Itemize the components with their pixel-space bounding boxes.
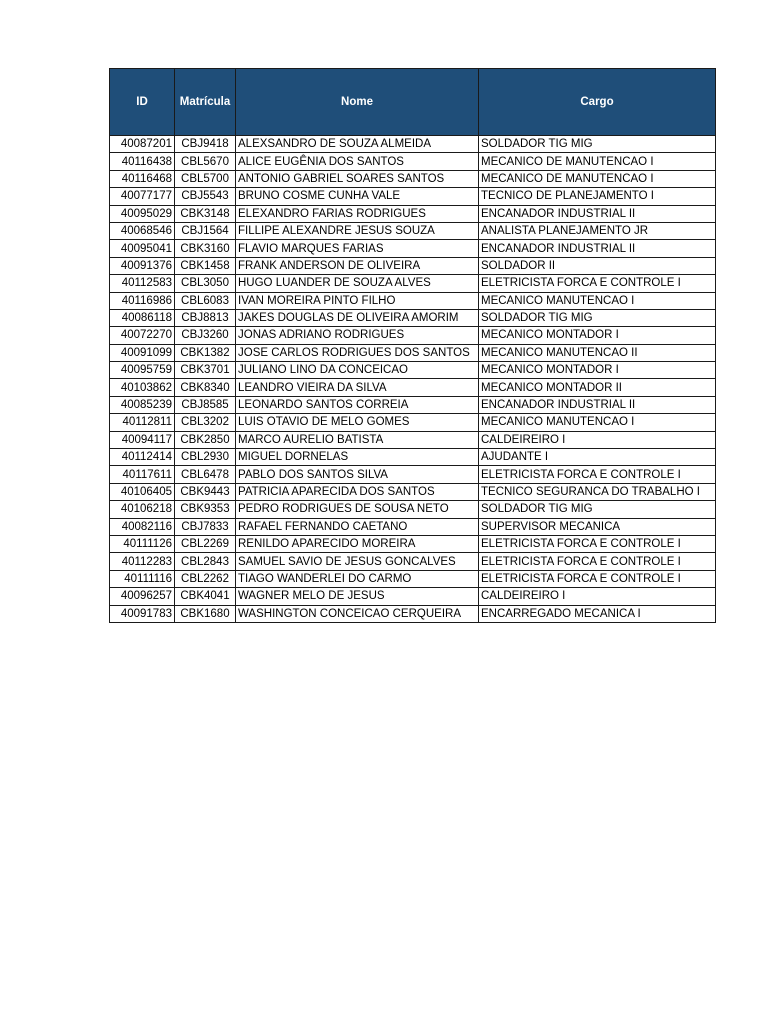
cell-id: 40095041	[110, 240, 175, 257]
cell-nome: PABLO DOS SANTOS SILVA	[236, 466, 479, 483]
cell-matricula: CBK9353	[175, 501, 236, 518]
cell-cargo: TECNICO DE PLANEJAMENTO I	[479, 188, 716, 205]
cell-nome: WASHINGTON CONCEICAO CERQUEIRA	[236, 605, 479, 622]
table-row	[110, 136, 716, 153]
table-row	[110, 518, 716, 535]
cell-cargo: SOLDADOR TIG MIG	[479, 501, 716, 518]
cell-nome: JOSE CARLOS RODRIGUES DOS SANTOS	[236, 344, 479, 361]
cell-id: 40096257	[110, 588, 175, 605]
cell-id: 40095029	[110, 205, 175, 222]
cell-cargo: CALDEIREIRO I	[479, 431, 716, 448]
cell-matricula: CBL6083	[175, 292, 236, 309]
cell-matricula: CBL2930	[175, 449, 236, 466]
table-row	[110, 553, 716, 570]
cell-cargo: CALDEIREIRO I	[479, 588, 716, 605]
header-cargo: Cargo	[479, 69, 716, 136]
cell-nome: PEDRO RODRIGUES DE SOUSA NETO	[236, 501, 479, 518]
cell-id: 40111116	[110, 570, 175, 587]
cell-id: 40091099	[110, 344, 175, 361]
cell-cargo: ENCANADOR INDUSTRIAL II	[479, 205, 716, 222]
cell-id: 40072270	[110, 327, 175, 344]
table-row	[110, 309, 716, 326]
cell-cargo: SOLDADOR TIG MIG	[479, 309, 716, 326]
cell-id: 40116468	[110, 170, 175, 187]
cell-nome: FRANK ANDERSON DE OLIVEIRA	[236, 257, 479, 274]
cell-matricula: CBK4041	[175, 588, 236, 605]
cell-nome: BRUNO COSME CUNHA VALE	[236, 188, 479, 205]
cell-nome: TIAGO WANDERLEI DO CARMO	[236, 570, 479, 587]
cell-matricula: CBJ9418	[175, 136, 236, 153]
cell-cargo: AJUDANTE I	[479, 449, 716, 466]
cell-cargo: MECANICO MANUTENCAO I	[479, 414, 716, 431]
cell-nome: MARCO AURELIO BATISTA	[236, 431, 479, 448]
cell-id: 40086118	[110, 309, 175, 326]
cell-matricula: CBL3202	[175, 414, 236, 431]
cell-cargo: MECANICO DE MANUTENCAO I	[479, 153, 716, 170]
cell-matricula: CBL3050	[175, 275, 236, 292]
cell-nome: LEONARDO SANTOS CORREIA	[236, 396, 479, 413]
cell-matricula: CBJ1564	[175, 222, 236, 239]
cell-nome: WAGNER MELO DE JESUS	[236, 588, 479, 605]
cell-cargo: MECANICO MONTADOR I	[479, 362, 716, 379]
cell-nome: ELEXANDRO FARIAS RODRIGUES	[236, 205, 479, 222]
table-body	[110, 136, 716, 623]
cell-nome: LUIS OTAVIO DE MELO GOMES	[236, 414, 479, 431]
cell-id: 40106405	[110, 483, 175, 500]
cell-cargo: MECANICO MONTADOR I	[479, 327, 716, 344]
table-row	[110, 570, 716, 587]
cell-matricula: CBK1680	[175, 605, 236, 622]
cell-cargo: MECANICO DE MANUTENCAO I	[479, 170, 716, 187]
table-row	[110, 379, 716, 396]
table-row	[110, 362, 716, 379]
cell-cargo: SOLDADOR TIG MIG	[479, 136, 716, 153]
cell-cargo: SOLDADOR II	[479, 257, 716, 274]
cell-nome: ANTONIO GABRIEL SOARES SANTOS	[236, 170, 479, 187]
table-row	[110, 396, 716, 413]
cell-id: 40116986	[110, 292, 175, 309]
cell-matricula: CBL2843	[175, 553, 236, 570]
table-row	[110, 449, 716, 466]
cell-id: 40077177	[110, 188, 175, 205]
table-row	[110, 414, 716, 431]
cell-id: 40103862	[110, 379, 175, 396]
cell-id: 40095759	[110, 362, 175, 379]
cell-id: 40094117	[110, 431, 175, 448]
header-id: ID	[110, 69, 175, 136]
cell-nome: JULIANO LINO DA CONCEICAO	[236, 362, 479, 379]
employee-table	[109, 68, 716, 623]
table-row	[110, 535, 716, 552]
table-row	[110, 240, 716, 257]
cell-id: 40112811	[110, 414, 175, 431]
cell-cargo: ELETRICISTA FORCA E CONTROLE I	[479, 466, 716, 483]
cell-id: 40112414	[110, 449, 175, 466]
cell-matricula: CBL2269	[175, 535, 236, 552]
table-row	[110, 275, 716, 292]
cell-matricula: CBK2850	[175, 431, 236, 448]
cell-nome: ALICE EUGÊNIA DOS SANTOS	[236, 153, 479, 170]
cell-matricula: CBL5670	[175, 153, 236, 170]
cell-matricula: CBK1382	[175, 344, 236, 361]
cell-nome: JAKES DOUGLAS DE OLIVEIRA AMORIM	[236, 309, 479, 326]
header-nome: Nome	[236, 69, 479, 136]
cell-matricula: CBL2262	[175, 570, 236, 587]
table-row	[110, 588, 716, 605]
cell-id: 40068546	[110, 222, 175, 239]
cell-id: 40111126	[110, 535, 175, 552]
cell-id: 40091783	[110, 605, 175, 622]
cell-nome: RENILDO APARECIDO MOREIRA	[236, 535, 479, 552]
cell-cargo: ENCARREGADO MECANICA I	[479, 605, 716, 622]
table-row	[110, 153, 716, 170]
cell-matricula: CBJ7833	[175, 518, 236, 535]
cell-cargo: ELETRICISTA FORCA E CONTROLE I	[479, 570, 716, 587]
cell-cargo: ENCANADOR INDUSTRIAL II	[479, 240, 716, 257]
table-row	[110, 344, 716, 361]
cell-cargo: MECANICO MONTADOR II	[479, 379, 716, 396]
table-row	[110, 188, 716, 205]
cell-nome: IVAN MOREIRA PINTO FILHO	[236, 292, 479, 309]
table-row	[110, 222, 716, 239]
cell-nome: JONAS ADRIANO RODRIGUES	[236, 327, 479, 344]
cell-id: 40106218	[110, 501, 175, 518]
cell-nome: ALEXSANDRO DE SOUZA ALMEIDA	[236, 136, 479, 153]
cell-nome: LEANDRO VIEIRA DA SILVA	[236, 379, 479, 396]
cell-matricula: CBK8340	[175, 379, 236, 396]
cell-id: 40112283	[110, 553, 175, 570]
header-matricula: Matrícula	[175, 69, 236, 136]
table-row	[110, 257, 716, 274]
cell-cargo: ENCANADOR INDUSTRIAL II	[479, 396, 716, 413]
header-row	[110, 69, 716, 136]
cell-matricula: CBK9443	[175, 483, 236, 500]
cell-nome: SAMUEL SAVIO DE JESUS GONCALVES	[236, 553, 479, 570]
cell-nome: FLAVIO MARQUES FARIAS	[236, 240, 479, 257]
cell-matricula: CBJ3260	[175, 327, 236, 344]
cell-matricula: CBJ8813	[175, 309, 236, 326]
cell-nome: RAFAEL FERNANDO CAETANO	[236, 518, 479, 535]
cell-matricula: CBL6478	[175, 466, 236, 483]
cell-id: 40082116	[110, 518, 175, 535]
cell-matricula: CBK1458	[175, 257, 236, 274]
cell-cargo: TECNICO SEGURANCA DO TRABALHO I	[479, 483, 716, 500]
cell-nome: HUGO LUANDER DE SOUZA ALVES	[236, 275, 479, 292]
cell-cargo: ELETRICISTA FORCA E CONTROLE I	[479, 275, 716, 292]
cell-matricula: CBJ5543	[175, 188, 236, 205]
table-row	[110, 483, 716, 500]
cell-matricula: CBK3701	[175, 362, 236, 379]
cell-id: 40112583	[110, 275, 175, 292]
cell-id: 40116438	[110, 153, 175, 170]
table-row	[110, 292, 716, 309]
table-row	[110, 605, 716, 622]
cell-matricula: CBK3148	[175, 205, 236, 222]
table-row	[110, 501, 716, 518]
cell-cargo: ELETRICISTA FORCA E CONTROLE I	[479, 553, 716, 570]
cell-nome: MIGUEL DORNELAS	[236, 449, 479, 466]
table-row	[110, 327, 716, 344]
table-row	[110, 431, 716, 448]
cell-cargo: ELETRICISTA FORCA E CONTROLE I	[479, 535, 716, 552]
table-row	[110, 205, 716, 222]
table-row	[110, 466, 716, 483]
cell-nome: PATRICIA APARECIDA DOS SANTOS	[236, 483, 479, 500]
cell-cargo: SUPERVISOR MECANICA	[479, 518, 716, 535]
cell-id: 40091376	[110, 257, 175, 274]
table-row	[110, 170, 716, 187]
cell-id: 40087201	[110, 136, 175, 153]
cell-matricula: CBL5700	[175, 170, 236, 187]
cell-id: 40117611	[110, 466, 175, 483]
cell-matricula: CBJ8585	[175, 396, 236, 413]
cell-nome: FILLIPE ALEXANDRE JESUS SOUZA	[236, 222, 479, 239]
cell-matricula: CBK3160	[175, 240, 236, 257]
cell-cargo: MECANICO MANUTENCAO I	[479, 292, 716, 309]
cell-cargo: MECANICO MANUTENCAO II	[479, 344, 716, 361]
cell-id: 40085239	[110, 396, 175, 413]
cell-cargo: ANALISTA PLANEJAMENTO JR	[479, 222, 716, 239]
